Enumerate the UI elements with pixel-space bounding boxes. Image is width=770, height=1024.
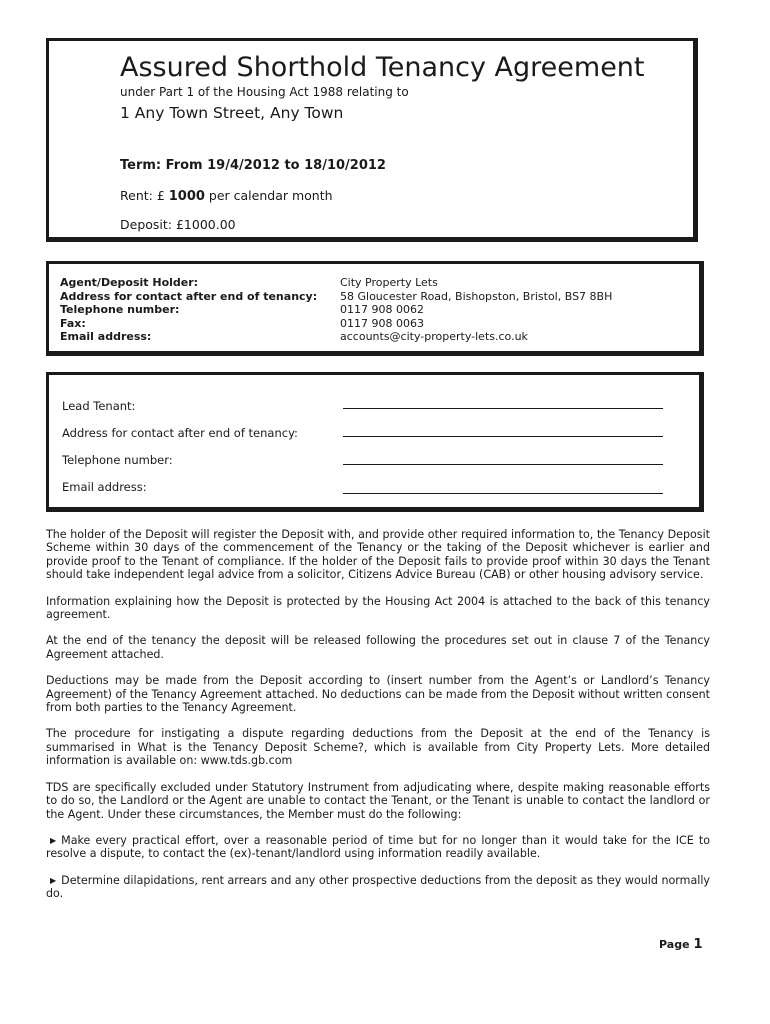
agent-values bbox=[340, 276, 612, 344]
bullet-text: Determine dilapidations, rent arrears and any other prospective deductions from the deposit as they would normally do. bbox=[46, 873, 710, 901]
tenant-address-field[interactable] bbox=[343, 436, 663, 437]
rent-prefix: Rent: £ bbox=[120, 188, 169, 203]
agent-value-email[interactable]: accounts@city-property-lets.co.uk bbox=[340, 330, 528, 343]
agent-label-email: Email address: bbox=[60, 330, 152, 343]
agent-labels bbox=[60, 276, 317, 344]
tenant-label-email: Email address: bbox=[62, 480, 147, 494]
agent-details-box bbox=[46, 261, 704, 356]
tenant-label-address: Address for contact after end of tenancy: bbox=[62, 426, 298, 440]
deposit-line: Deposit: £1000.00 bbox=[120, 217, 236, 232]
tenant-label-lead: Lead Tenant: bbox=[62, 399, 136, 413]
tenant-telephone-field[interactable] bbox=[343, 464, 663, 465]
tenant-details-box bbox=[46, 372, 704, 512]
lead-tenant-field[interactable] bbox=[343, 408, 663, 409]
rent-line bbox=[120, 188, 333, 204]
paragraph-tds-exclusion: TDS are specifically excluded under Statutory Instrument from adjudicating where, despite making reasonable efforts to do so, the Landlord or the Agent are unable to contact the Tenant, or the Tenant is unable to contact the landlord or the Agent. Under these circumstances, the Member must do the following: bbox=[46, 780, 710, 821]
paragraph-deductions: Deductions may be made from the Deposit according to (insert number from the Agent’s or Landlord’s Tenancy Agreement) of the Tenancy Agreement attached. No deductions can be made from the Deposit without written consent from both parties to the Tenancy Agreement. bbox=[46, 674, 710, 715]
agent-label-telephone: Telephone number: bbox=[60, 303, 180, 316]
bullet-item bbox=[46, 834, 710, 861]
agent-value-telephone: 0117 908 0062 bbox=[340, 303, 424, 316]
page-number: 1 bbox=[693, 937, 703, 952]
bullet-text: Make every practical effort, over a reasonable period of time but for no longer than it would take for the ICE to resolve a dispute, to contact the (ex)-tenant/landlord using information readily available. bbox=[46, 833, 710, 861]
page-label: Page bbox=[659, 938, 690, 951]
tenancy-term: Term: From 19/4/2012 to 18/10/2012 bbox=[120, 158, 386, 173]
paragraph-housing-act: Information explaining how the Deposit is protected by the Housing Act 2004 is attached to the back of this tenancy agreement. bbox=[46, 594, 710, 622]
agent-value-address: 58 Gloucester Road, Bishopston, Bristol, BS7 8BH bbox=[340, 289, 613, 303]
agent-label-fax: Fax: bbox=[60, 316, 86, 330]
document-title: Assured Shorthold Tenancy Agreement bbox=[120, 52, 645, 83]
agent-value-fax: 0117 908 0063 bbox=[340, 316, 424, 330]
tenancy-summary-box bbox=[46, 38, 698, 242]
tenant-label-telephone: Telephone number: bbox=[62, 453, 173, 467]
triangle-bullet-icon: ▶ bbox=[50, 875, 57, 885]
agent-label-address: Address for contact after end of tenancy: bbox=[60, 289, 318, 303]
tenant-email-field[interactable] bbox=[343, 493, 663, 494]
rent-amount: 1000 bbox=[168, 189, 205, 204]
paragraph-dispute-procedure: The procedure for instigating a dispute regarding deductions from the Deposit at the end of the Tenancy is summarised in What is the Tenancy Deposit Scheme?, which is available from City Property Lets. More detailed information is available on: www.tds.gb.com bbox=[46, 727, 710, 768]
property-address: 1 Any Town Street, Any Town bbox=[120, 104, 344, 122]
bullet-item bbox=[46, 874, 710, 901]
triangle-bullet-icon: ▶ bbox=[50, 835, 57, 845]
paragraph-deposit-release: At the end of the tenancy the deposit will be released following the procedures set out in clause 7 of the Tenancy Agreement attached. bbox=[46, 634, 710, 661]
agent-value-holder: City Property Lets bbox=[340, 276, 438, 289]
paragraph-deposit-registration: The holder of the Deposit will register the Deposit with, and provide other required information to, the Tenancy Deposit Scheme within 30 days of the commencement of the Tenancy or the taking of the Deposit whichever is earlier and provide proof to the Tenant of compliance. If the holder of the Deposit fails to provide proof within 30 days the Tenant should take independent legal advice from a solicitor, Citizens Advice Bureau (CAB) or other housing advisory service. bbox=[46, 528, 710, 582]
agent-label-holder: Agent/Deposit Holder: bbox=[60, 276, 199, 289]
document-subtitle: under Part 1 of the Housing Act 1988 relating to bbox=[120, 85, 409, 99]
page-footer bbox=[659, 937, 703, 952]
rent-suffix: per calendar month bbox=[204, 188, 333, 203]
deposit-information-text bbox=[46, 528, 710, 914]
